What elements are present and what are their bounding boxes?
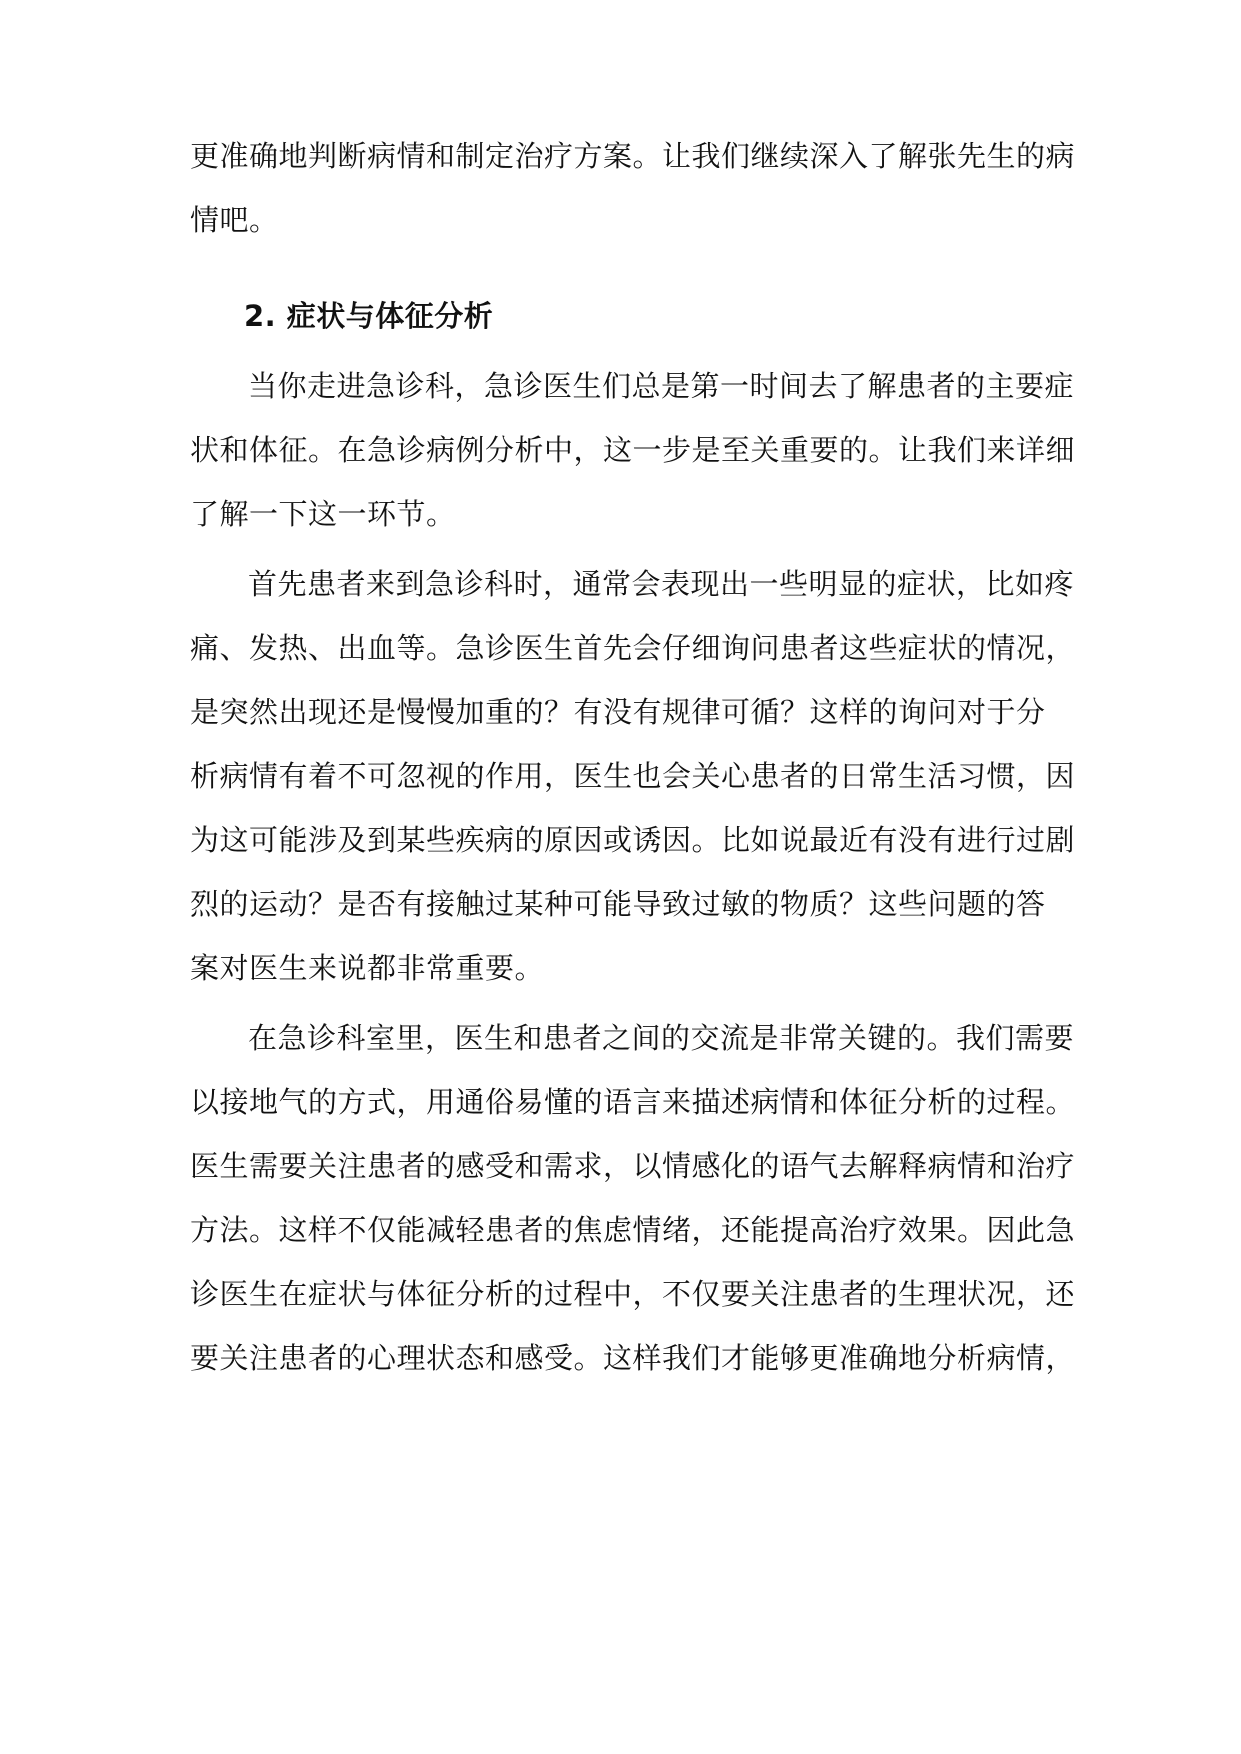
text-line: 析病情有着不可忽视的作用，医生也会关心患者的日常生活习惯，因 <box>190 759 1076 793</box>
text-line: 是突然出现还是慢慢加重的？有没有规律可循？这样的询问对于分 <box>190 695 1046 729</box>
text-line: 了解一下这一环节。 <box>190 497 456 531</box>
text-line: 医生需要关注患者的感受和需求，以情感化的语气去解释病情和治疗 <box>190 1149 1076 1183</box>
text-line: 当你走进急诊科，急诊医生们总是第一时间去了解患者的主要症 <box>248 369 1075 403</box>
text-line: 方法。这样不仅能减轻患者的焦虑情绪，还能提高治疗效果。因此急 <box>190 1213 1076 1247</box>
text-line: 更准确地判断病情和制定治疗方案。让我们继续深入了解张先生的病 <box>190 139 1076 173</box>
text-line: 首先患者来到急诊科时，通常会表现出一些明显的症状，比如疼 <box>248 567 1075 601</box>
section-heading: 2. 症状与体征分析 <box>244 299 494 333</box>
text-line: 痛、发热、出血等。急诊医生首先会仔细询问患者这些症状的情况， <box>190 631 1076 665</box>
text-line: 情吧。 <box>190 203 279 237</box>
text-line: 烈的运动？是否有接触过某种可能导致过敏的物质？这些问题的答 <box>190 887 1046 921</box>
text-line: 状和体征。在急诊病例分析中，这一步是至关重要的。让我们来详细 <box>190 433 1076 467</box>
text-line: 诊医生在症状与体征分析的过程中，不仅要关注患者的生理状况，还 <box>190 1277 1076 1311</box>
text-line: 为这可能涉及到某些疾病的原因或诱因。比如说最近有没有进行过剧 <box>190 823 1076 857</box>
text-line: 在急诊科室里，医生和患者之间的交流是非常关键的。我们需要 <box>248 1021 1075 1055</box>
text-line: 以接地气的方式，用通俗易懂的语言来描述病情和体征分析的过程。 <box>190 1085 1076 1119</box>
text-line: 案对医生来说都非常重要。 <box>190 951 545 985</box>
text-line: 要关注患者的心理状态和感受。这样我们才能够更准确地分析病情， <box>190 1341 1076 1375</box>
